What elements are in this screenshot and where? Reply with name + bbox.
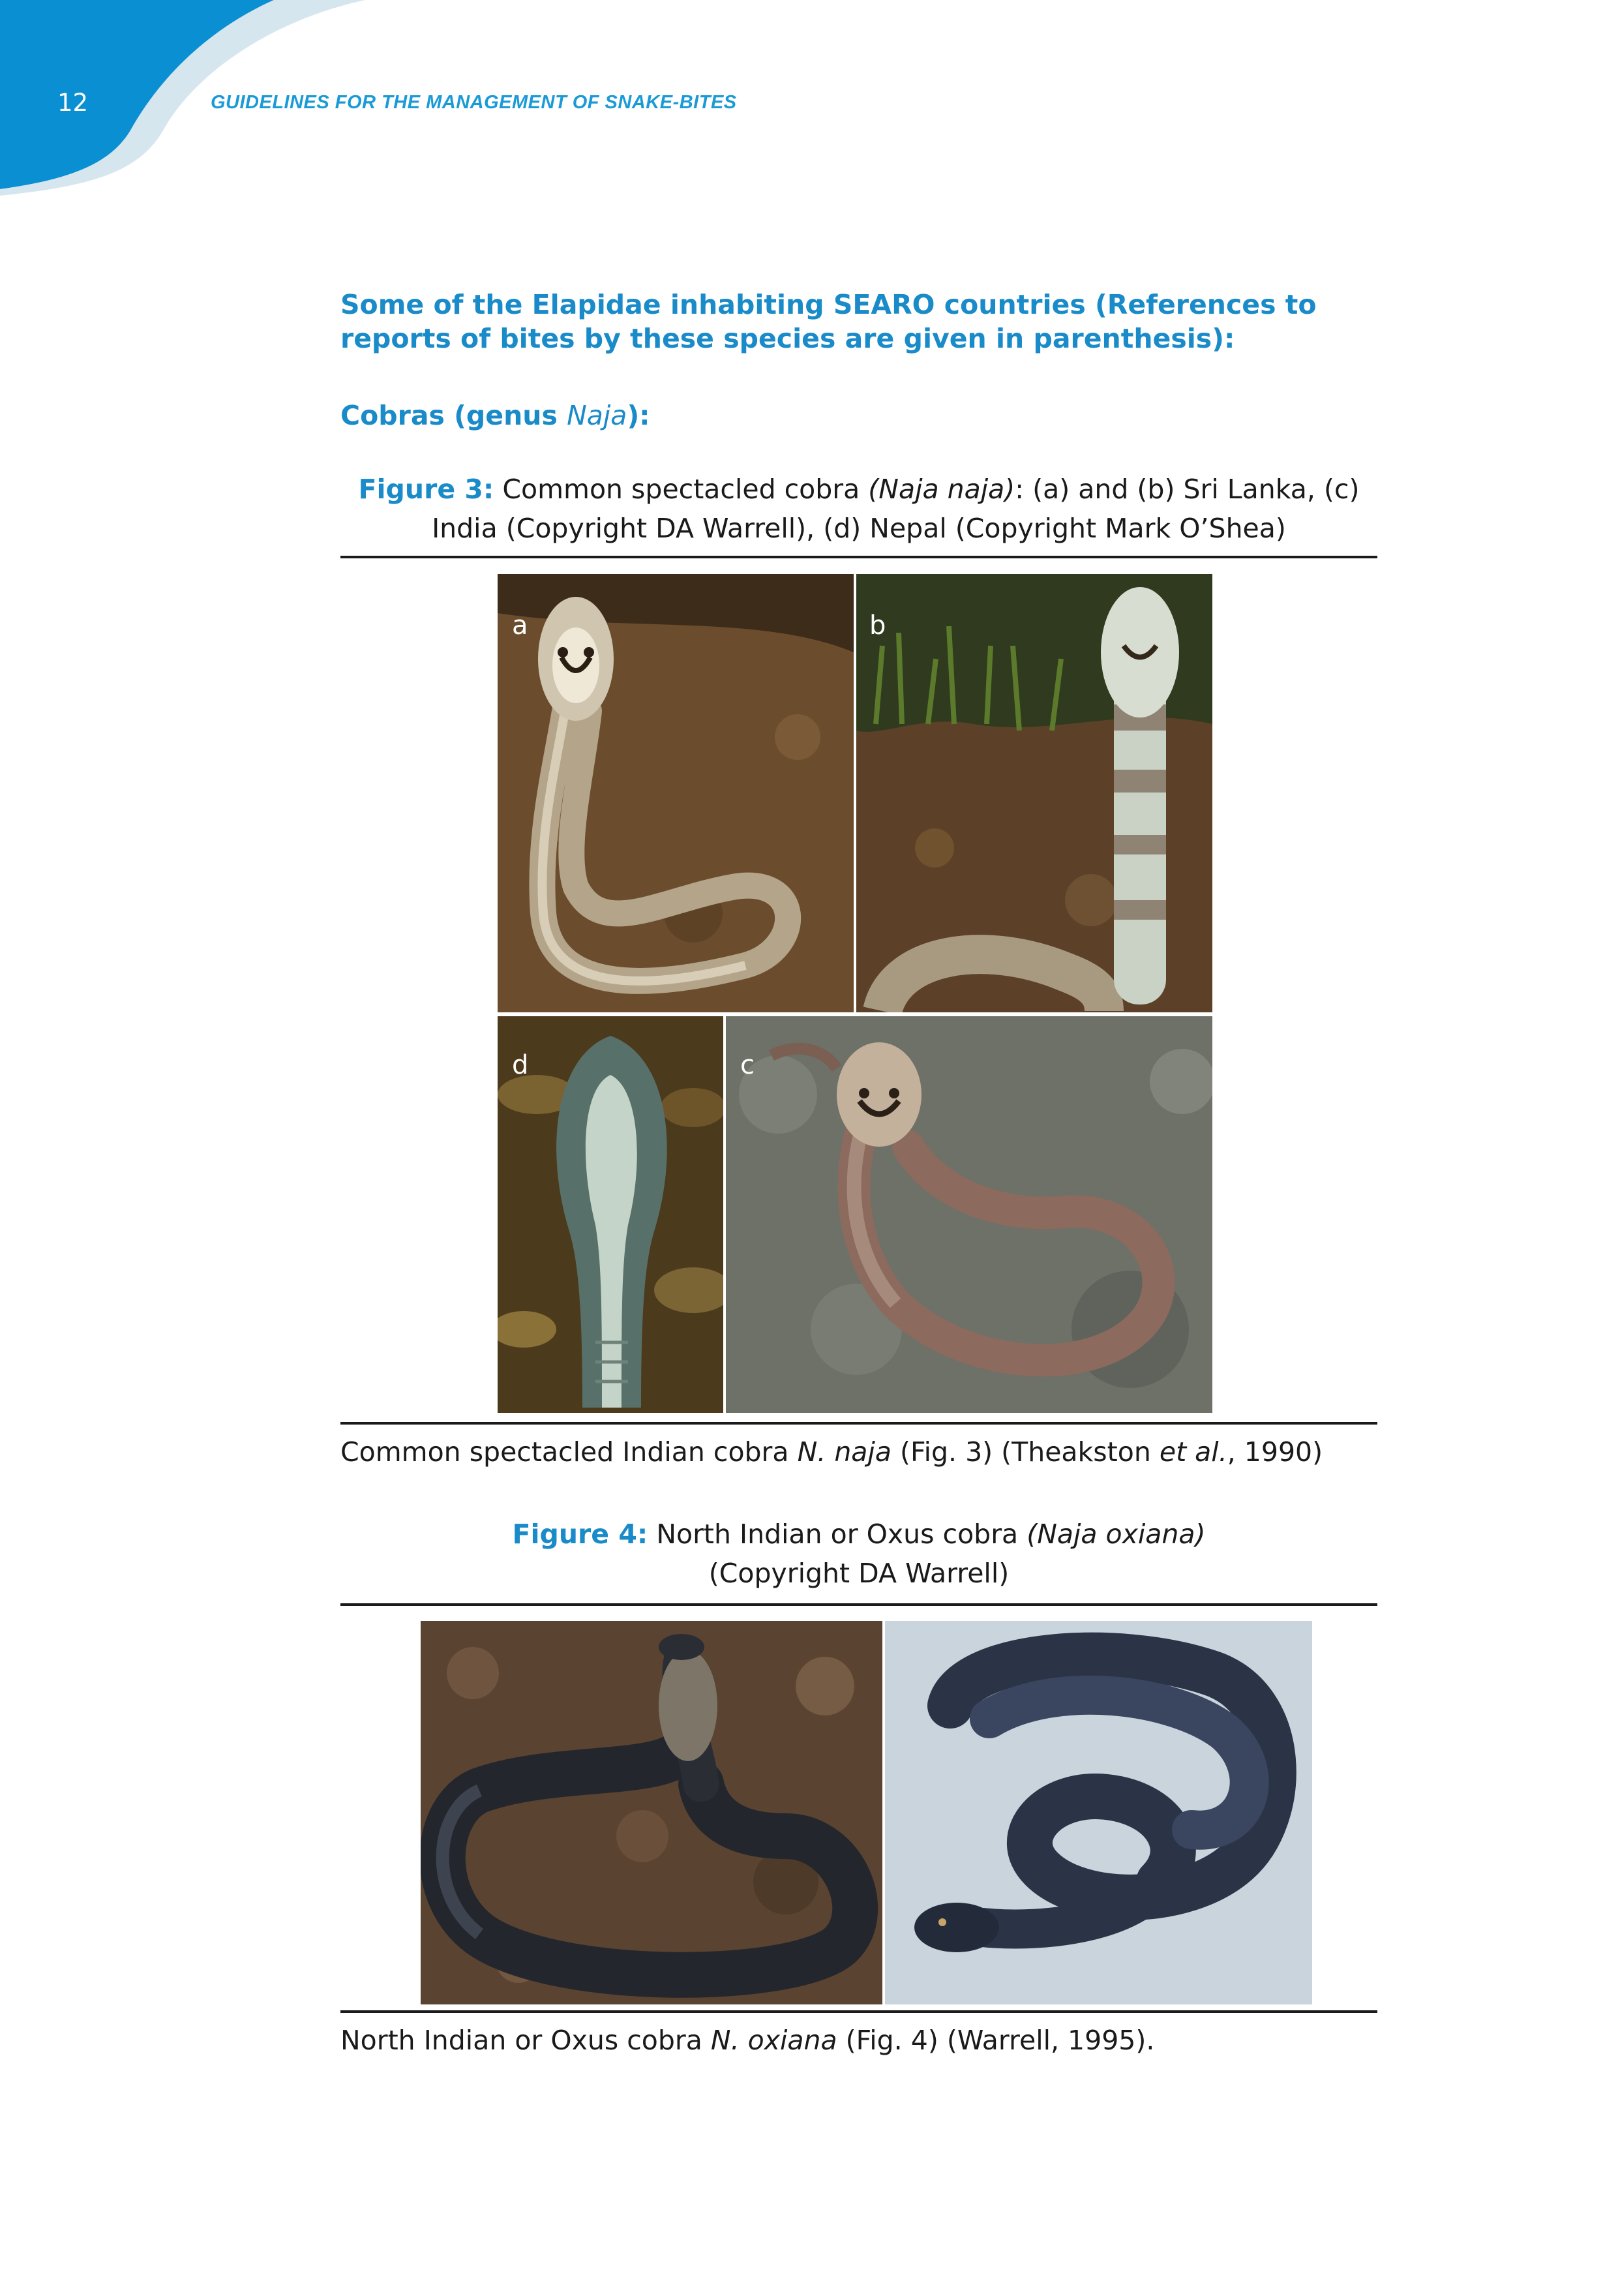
figure-4-text-1: North Indian or Oxus cobra [648,1518,1027,1550]
panel-label-c: c [740,1050,755,1080]
figure-4-text-2: (Copyright DA Warrell) [708,1558,1010,1589]
photo-3a-cobra [498,574,854,1012]
figure-3-note-etal: et al. [1159,1436,1227,1468]
figure-3-caption [340,470,1377,548]
photo-3c-cobra [726,1016,1212,1413]
photo-4-oxus-cobra-coiled [885,1621,1312,2004]
cobras-heading [340,399,1384,432]
running-title: GUIDELINES FOR THE MANAGEMENT OF SNAKE-BITES [211,92,737,113]
figure-4-label: Figure 4: [512,1518,648,1550]
photo-4-oxus-cobra-rearing [421,1621,882,2004]
figure-4-note-species: N. oxiana [710,2025,837,2056]
figure-3-note-species: N. naja [797,1436,891,1468]
cobras-heading-genus: Naja [567,400,627,431]
figure-3-note-suffix: , 1990) [1227,1436,1323,1468]
panel-label-d: d [512,1050,529,1080]
figure-3-note-prefix: Common spectacled Indian cobra [340,1436,798,1468]
figure-3-text-2: : (a) and (b) Sri Lanka, (c) India (Copyright DA Warrell), (d) Nepal (Copyright Mark O’Shea) [432,474,1360,544]
figure-3-species: (Naja naja) [868,474,1015,505]
figure-3-text-1: Common spectacled cobra [494,474,869,505]
figure-3-top-rule [340,556,1377,558]
cobras-heading-suffix: ): [627,400,650,431]
figure-4-caption [340,1515,1377,1593]
cobras-heading-prefix: Cobras (genus [340,400,567,431]
panel-label-b: b [869,611,886,641]
figure-4-top-rule [340,1603,1377,1606]
photo-3d-cobra [498,1016,723,1413]
figure-3-bottom-rule [340,1422,1377,1425]
figure-3-note-mid: (Fig. 3) (Theakston [891,1436,1160,1468]
figure-4-reference [340,2023,1384,2057]
figure-3-reference [340,1435,1384,1469]
figure-4-note-prefix: North Indian or Oxus cobra [340,2025,711,2056]
panel-label-a: a [512,611,528,641]
figure-4-species: (Naja oxiana) [1026,1518,1206,1550]
photo-3b-cobra [856,574,1212,1012]
page-number: 12 [57,89,89,117]
figure-4-note-suffix: (Fig. 4) (Warrell, 1995). [837,2025,1155,2056]
figure-4-bottom-rule [340,2010,1377,2013]
section-heading: Some of the Elapidae inhabiting SEARO countries (References to reports of bites by these species are given in parenthesis): [340,289,1317,354]
figure-3-label: Figure 3: [358,474,494,505]
